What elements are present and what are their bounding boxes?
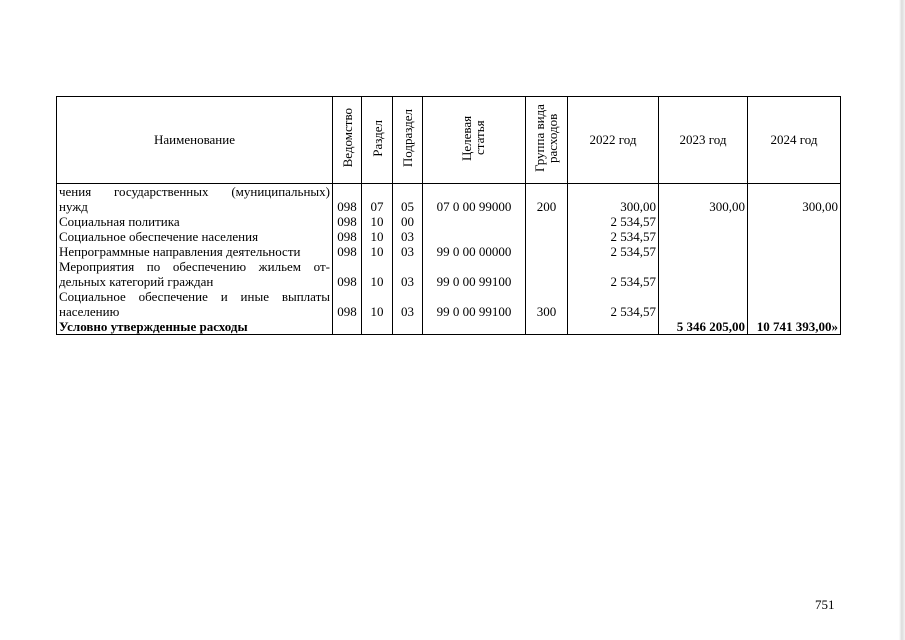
cell-subsection: 03 — [393, 304, 423, 319]
table-row — [57, 214, 841, 229]
row-name: Непрограммные направления деятельности — [57, 244, 333, 259]
table-row — [57, 304, 841, 319]
cell-2023 — [659, 229, 748, 244]
total-row-name: Условно утвержденные расходы — [57, 319, 333, 335]
cell-section: 10 — [362, 274, 393, 289]
page-number: 751 — [815, 597, 835, 612]
row-name: Социальное обеспечение населения — [57, 229, 333, 244]
cell-expense-group — [526, 274, 568, 289]
row-name: Социальное обеспечение и иные выплаты — [57, 289, 333, 304]
cell-2022: 300,00 — [568, 199, 659, 214]
cell-expense-group — [526, 229, 568, 244]
cell-subsection: 03 — [393, 229, 423, 244]
row-name: дельных категорий граждан — [57, 274, 333, 289]
cell-department: 098 — [333, 304, 362, 319]
cell-department: 098 — [333, 199, 362, 214]
cell-section: 07 — [362, 199, 393, 214]
cell-2023 — [659, 244, 748, 259]
header-2024: 2024 год — [748, 97, 841, 184]
budget-table — [56, 96, 841, 335]
cell-section: 10 — [362, 244, 393, 259]
cell-2024 — [748, 229, 841, 244]
cell-2022: 2 534,57 — [568, 244, 659, 259]
cell-2024 — [748, 274, 841, 289]
row-name: населению — [57, 304, 333, 319]
cell-expense-group — [526, 244, 568, 259]
header-expense-group: Группа вида расходов — [526, 97, 568, 184]
table-row — [57, 184, 841, 200]
header-2022: 2022 год — [568, 97, 659, 184]
cell-2024 — [748, 304, 841, 319]
cell-subsection: 00 — [393, 214, 423, 229]
header-name: Наименование — [57, 97, 333, 184]
cell-subsection: 05 — [393, 199, 423, 214]
cell-subsection: 03 — [393, 244, 423, 259]
total-2022 — [568, 319, 659, 335]
cell-department: 098 — [333, 244, 362, 259]
row-name: нужд — [57, 199, 333, 214]
cell-2022: 2 534,57 — [568, 304, 659, 319]
cell-expense-group: 200 — [526, 199, 568, 214]
cell-2023: 300,00 — [659, 199, 748, 214]
cell-target-item: 99 0 00 99100 — [423, 274, 526, 289]
table-header-row — [57, 97, 841, 184]
total-2024: 10 741 393,00» — [748, 319, 841, 335]
cell-2024 — [748, 244, 841, 259]
header-target-item: Целевая статья — [423, 97, 526, 184]
row-name: Мероприятия по обеспечению жильем от- — [57, 259, 333, 274]
cell-target-item — [423, 214, 526, 229]
header-section: Раздел — [362, 97, 393, 184]
table-row — [57, 289, 841, 304]
cell-2022: 2 534,57 — [568, 229, 659, 244]
header-2023: 2023 год — [659, 97, 748, 184]
cell-section: 10 — [362, 214, 393, 229]
cell-2022: 2 534,57 — [568, 214, 659, 229]
total-row — [57, 319, 841, 335]
cell-department: 098 — [333, 214, 362, 229]
cell-department: 098 — [333, 274, 362, 289]
cell-target-item — [423, 229, 526, 244]
cell-section: 10 — [362, 229, 393, 244]
table-row — [57, 244, 841, 259]
cell-2022: 2 534,57 — [568, 274, 659, 289]
cell-expense-group: 300 — [526, 304, 568, 319]
cell-expense-group — [526, 214, 568, 229]
scan-edge — [899, 0, 905, 640]
table-row — [57, 229, 841, 244]
total-2023: 5 346 205,00 — [659, 319, 748, 335]
row-name: Социальная политика — [57, 214, 333, 229]
cell-2023 — [659, 304, 748, 319]
cell-subsection: 03 — [393, 274, 423, 289]
header-department: Ведомство — [333, 97, 362, 184]
cell-target-item: 07 0 00 99000 — [423, 199, 526, 214]
header-subsection: Подраздел — [393, 97, 423, 184]
cell-2023 — [659, 214, 748, 229]
cell-section: 10 — [362, 304, 393, 319]
cell-2024: 300,00 — [748, 199, 841, 214]
table-row — [57, 199, 841, 214]
cell-2023 — [659, 274, 748, 289]
table-row — [57, 259, 841, 274]
cell-target-item: 99 0 00 99100 — [423, 304, 526, 319]
cell-target-item: 99 0 00 00000 — [423, 244, 526, 259]
cell-department: 098 — [333, 229, 362, 244]
row-name: чения государственных (муниципальных) — [57, 184, 333, 200]
cell-2024 — [748, 214, 841, 229]
table-row — [57, 274, 841, 289]
